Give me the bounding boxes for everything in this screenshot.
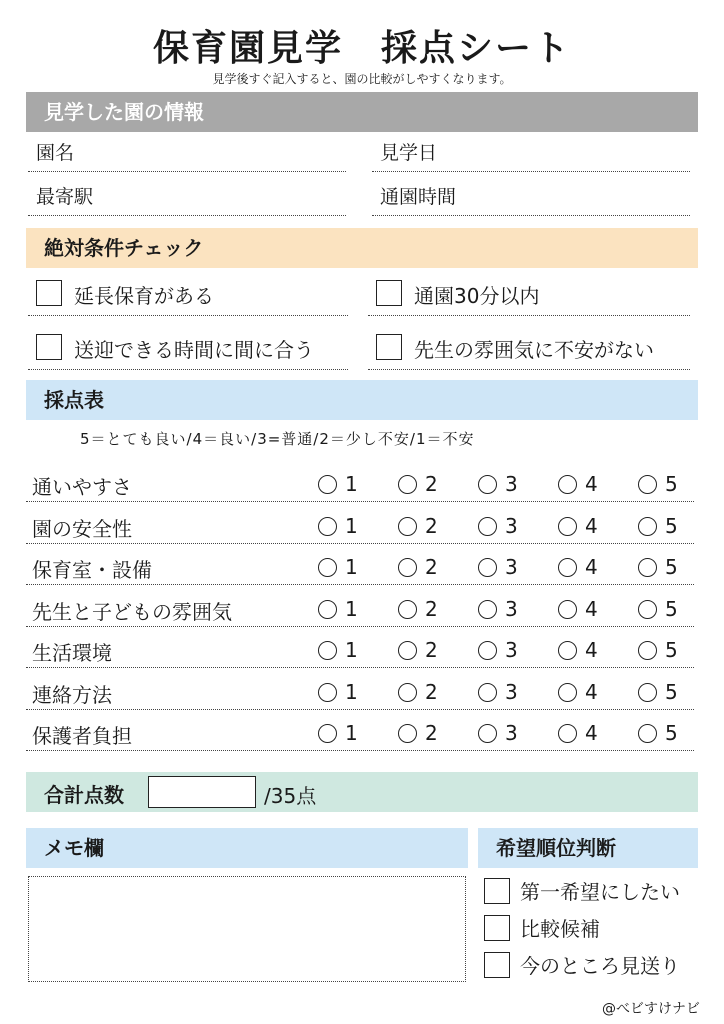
score-option-4[interactable] (558, 597, 598, 621)
radio-circle-icon[interactable] (398, 724, 417, 743)
score-option-label: 5 (665, 638, 678, 662)
radio-circle-icon[interactable] (318, 558, 337, 577)
total-section-bar (26, 772, 698, 812)
score-option-1[interactable] (318, 721, 358, 745)
nearest-station-label: 最寄駅 (36, 186, 94, 208)
score-option-label: 1 (345, 472, 358, 496)
condition-checkbox[interactable] (36, 280, 62, 306)
score-option-label: 3 (505, 638, 518, 662)
score-option-2[interactable] (398, 638, 438, 662)
radio-circle-icon[interactable] (398, 517, 417, 536)
score-option-label: 2 (425, 638, 438, 662)
score-row (26, 713, 694, 751)
decision-checkbox[interactable] (484, 915, 510, 941)
condition-label: 送迎できる時間に間に合う (74, 338, 314, 362)
radio-circle-icon[interactable] (558, 558, 577, 577)
score-option-label: 4 (585, 555, 598, 579)
score-option-2[interactable] (398, 555, 438, 579)
radio-circle-icon[interactable] (558, 724, 577, 743)
score-option-4[interactable] (558, 555, 598, 579)
radio-circle-icon[interactable] (318, 683, 337, 702)
score-option-label: 3 (505, 721, 518, 745)
score-option-label: 1 (345, 513, 358, 538)
total-label: 合計点数 (44, 783, 124, 807)
score-row (26, 589, 694, 627)
score-option-label: 5 (665, 596, 678, 621)
radio-circle-icon[interactable] (558, 683, 577, 702)
score-option-label: 4 (585, 638, 598, 662)
info-section-heading: 見学した園の情報 (26, 92, 698, 132)
radio-circle-icon[interactable] (318, 517, 337, 536)
condition-checkbox[interactable] (376, 334, 402, 360)
radio-circle-icon[interactable] (398, 475, 417, 494)
score-row (26, 547, 694, 585)
radio-circle-icon[interactable] (318, 475, 337, 494)
score-option-5[interactable] (638, 514, 678, 538)
page-subtitle: 見学後すぐ記入すると、園の比較がしやすくなります。 (212, 72, 512, 86)
score-option-label: 1 (345, 721, 358, 745)
decision-heading: 希望順位判断 (478, 828, 698, 868)
decision-label: 今のところ見送り (520, 954, 680, 978)
score-row-label: 保護者負担 (32, 724, 132, 748)
score-option-2[interactable] (398, 472, 438, 496)
visit-date-label: 見学日 (380, 142, 438, 164)
score-option-label: 2 (425, 721, 438, 745)
score-option-label: 3 (505, 513, 518, 538)
decision-label: 比較候補 (520, 917, 600, 941)
radio-circle-icon[interactable] (638, 475, 657, 494)
decision-item (484, 874, 698, 908)
radio-circle-icon[interactable] (558, 600, 577, 619)
conditions-section-heading: 絶対条件チェック (26, 228, 698, 268)
decision-item (484, 948, 698, 982)
score-option-label: 1 (345, 679, 358, 704)
decision-label: 第一希望にしたい (520, 880, 680, 904)
radio-circle-icon[interactable] (398, 683, 417, 702)
score-option-3[interactable] (478, 721, 518, 745)
radio-circle-icon[interactable] (638, 641, 657, 660)
score-option-3[interactable] (478, 472, 518, 496)
score-option-5[interactable] (638, 597, 678, 621)
score-option-label: 1 (345, 638, 358, 662)
commute-time-field[interactable] (372, 182, 690, 216)
score-option-5[interactable] (638, 721, 678, 745)
score-option-2[interactable] (398, 597, 438, 621)
radio-circle-icon[interactable] (398, 600, 417, 619)
score-option-label: 4 (585, 721, 598, 745)
score-row-label: 生活環境 (32, 641, 112, 665)
score-option-3[interactable] (478, 638, 518, 662)
score-row-label: 連絡方法 (32, 682, 112, 707)
score-option-label: 2 (425, 679, 438, 704)
score-option-5[interactable] (638, 472, 678, 496)
score-option-1[interactable] (318, 555, 358, 579)
radio-circle-icon[interactable] (478, 641, 497, 660)
score-option-1[interactable] (318, 638, 358, 662)
score-option-label: 3 (505, 555, 518, 579)
condition-item (28, 328, 348, 370)
condition-item (28, 274, 348, 316)
commute-time-label: 通園時間 (380, 186, 457, 208)
score-option-4[interactable] (558, 680, 598, 704)
radio-circle-icon[interactable] (478, 600, 497, 619)
visit-date-field[interactable] (372, 138, 690, 172)
score-row (26, 464, 694, 502)
score-section-heading: 採点表 (26, 380, 698, 420)
radio-circle-icon[interactable] (318, 600, 337, 619)
page-title: 保育園見学 採点シート (152, 28, 571, 69)
score-option-3[interactable] (478, 680, 518, 704)
radio-circle-icon[interactable] (478, 475, 497, 494)
score-option-label: 5 (665, 555, 678, 579)
score-row (26, 672, 694, 710)
score-option-label: 1 (345, 596, 358, 621)
score-row-label: 通いやすさ (32, 475, 132, 499)
facility-name-label: 園名 (36, 142, 75, 164)
radio-circle-icon[interactable] (318, 641, 337, 660)
condition-item (368, 274, 690, 316)
radio-circle-icon[interactable] (638, 558, 657, 577)
score-option-label: 3 (505, 472, 518, 496)
score-row (26, 630, 694, 668)
score-option-5[interactable] (638, 555, 678, 579)
decision-checkbox[interactable] (484, 952, 510, 978)
radio-circle-icon[interactable] (638, 517, 657, 536)
score-option-label: 2 (425, 555, 438, 579)
score-option-4[interactable] (558, 721, 598, 745)
score-option-label: 2 (425, 513, 438, 538)
condition-item (368, 328, 690, 370)
score-option-label: 3 (505, 679, 518, 704)
radio-circle-icon[interactable] (318, 724, 337, 743)
score-row-label: 園の安全性 (32, 516, 132, 541)
total-score-input[interactable] (148, 776, 256, 808)
score-row-label: 先生と子どもの雰囲気 (32, 599, 232, 624)
score-option-label: 5 (665, 513, 678, 538)
score-option-2[interactable] (398, 514, 438, 538)
score-option-label: 1 (345, 555, 358, 579)
score-option-4[interactable] (558, 472, 598, 496)
condition-label: 延長保育がある (74, 284, 214, 308)
radio-circle-icon[interactable] (638, 724, 657, 743)
score-option-label: 4 (585, 596, 598, 621)
score-option-label: 2 (425, 472, 438, 496)
nearest-station-field[interactable] (28, 182, 346, 216)
decision-item (484, 911, 698, 945)
credit-text: @べビすけナビ (602, 1001, 700, 1017)
total-max-label: /35点 (264, 784, 317, 808)
radio-circle-icon[interactable] (478, 558, 497, 577)
score-option-label: 4 (585, 679, 598, 704)
memo-heading: メモ欄 (26, 828, 468, 868)
score-option-2[interactable] (398, 721, 438, 745)
radio-circle-icon[interactable] (478, 683, 497, 702)
score-option-label: 3 (505, 596, 518, 621)
radio-circle-icon[interactable] (478, 724, 497, 743)
memo-input[interactable] (28, 876, 466, 982)
radio-circle-icon[interactable] (638, 600, 657, 619)
radio-circle-icon[interactable] (478, 517, 497, 536)
score-option-2[interactable] (398, 680, 438, 704)
decision-checkbox[interactable] (484, 878, 510, 904)
radio-circle-icon[interactable] (398, 641, 417, 660)
score-option-1[interactable] (318, 680, 358, 704)
score-option-label: 2 (425, 596, 438, 621)
score-option-label: 4 (585, 472, 598, 496)
radio-circle-icon[interactable] (638, 683, 657, 702)
score-option-label: 5 (665, 472, 678, 496)
score-option-1[interactable] (318, 514, 358, 538)
condition-label: 先生の雰囲気に不安がない (414, 338, 654, 362)
score-row (26, 506, 694, 544)
score-option-5[interactable] (638, 638, 678, 662)
score-option-4[interactable] (558, 514, 598, 538)
radio-circle-icon[interactable] (398, 558, 417, 577)
facility-name-field[interactable] (28, 138, 346, 172)
score-option-1[interactable] (318, 472, 358, 496)
radio-circle-icon[interactable] (558, 517, 577, 536)
score-option-5[interactable] (638, 680, 678, 704)
radio-circle-icon[interactable] (558, 475, 577, 494)
score-option-label: 5 (665, 679, 678, 704)
condition-checkbox[interactable] (36, 334, 62, 360)
radio-circle-icon[interactable] (558, 641, 577, 660)
score-option-4[interactable] (558, 638, 598, 662)
score-row-label: 保育室・設備 (32, 558, 152, 582)
score-option-1[interactable] (318, 597, 358, 621)
score-option-3[interactable] (478, 597, 518, 621)
score-option-3[interactable] (478, 514, 518, 538)
score-option-label: 5 (665, 721, 678, 745)
condition-label: 通園30分以内 (414, 284, 540, 308)
score-option-3[interactable] (478, 555, 518, 579)
condition-checkbox[interactable] (376, 280, 402, 306)
score-option-label: 4 (585, 513, 598, 538)
score-legend: 5＝とても良い/4＝良い/3=普通/2＝少し不安/1＝不安 (80, 430, 475, 448)
